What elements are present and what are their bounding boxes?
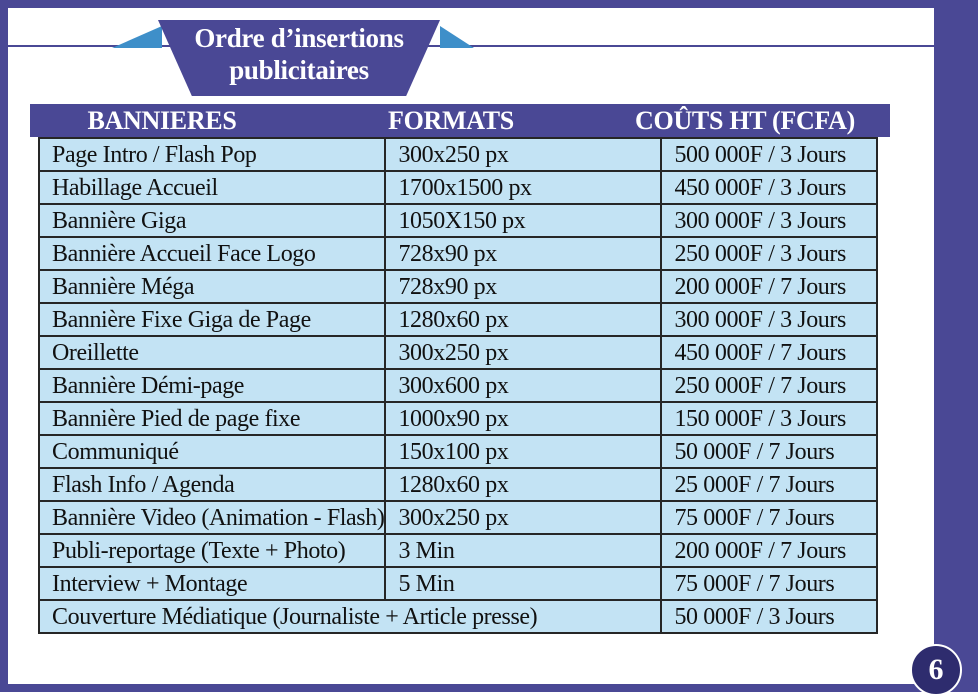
banniere-cell: Communiqué (39, 435, 385, 468)
frame-left-border (0, 0, 8, 692)
table-row (39, 369, 877, 402)
format-cell: 1700x1500 px (385, 171, 661, 204)
table-row (39, 567, 877, 600)
cout-cell: 500 000F / 3 Jours (661, 138, 877, 171)
banniere-cell: Bannière Fixe Giga de Page (39, 303, 385, 336)
title-line-1: Ordre d’insertions (194, 23, 404, 53)
banniere-cell: Bannière Démi-page (39, 369, 385, 402)
banniere-cell: Bannière Méga (39, 270, 385, 303)
table-row (39, 270, 877, 303)
banniere-cell: Oreillette (39, 336, 385, 369)
banniere-cell: Interview + Montage (39, 567, 385, 600)
cout-cell: 50 000F / 3 Jours (661, 600, 877, 633)
header-formats: FORMATS (388, 106, 514, 135)
cout-cell: 150 000F / 3 Jours (661, 402, 877, 435)
page-number-badge: 6 (910, 644, 962, 696)
table-row (39, 435, 877, 468)
cout-cell: 300 000F / 3 Jours (661, 204, 877, 237)
banniere-cell: Couverture Médiatique (Journaliste + Article presse) (39, 600, 661, 633)
table-row (39, 600, 877, 633)
banniere-cell: Bannière Pied de page fixe (39, 402, 385, 435)
table-row (39, 402, 877, 435)
table-row (39, 534, 877, 567)
frame-bottom-border (0, 684, 978, 692)
table-row (39, 501, 877, 534)
format-cell: 3 Min (385, 534, 661, 567)
format-cell: 728x90 px (385, 270, 661, 303)
table-row (39, 336, 877, 369)
cout-cell: 200 000F / 7 Jours (661, 534, 877, 567)
cout-cell: 250 000F / 3 Jours (661, 237, 877, 270)
banniere-cell: Bannière Accueil Face Logo (39, 237, 385, 270)
banniere-cell: Page Intro / Flash Pop (39, 138, 385, 171)
banniere-cell: Habillage Accueil (39, 171, 385, 204)
table-row (39, 468, 877, 501)
table-row (39, 204, 877, 237)
format-cell: 1000x90 px (385, 402, 661, 435)
banniere-cell: Publi-reportage (Texte + Photo) (39, 534, 385, 567)
cout-cell: 450 000F / 7 Jours (661, 336, 877, 369)
format-cell: 150x100 px (385, 435, 661, 468)
cout-cell: 50 000F / 7 Jours (661, 435, 877, 468)
cout-cell: 450 000F / 3 Jours (661, 171, 877, 204)
format-cell: 1280x60 px (385, 303, 661, 336)
cout-cell: 25 000F / 7 Jours (661, 468, 877, 501)
table-row (39, 171, 877, 204)
header-couts: COÛTS HT (FCFA) (635, 106, 855, 135)
cout-cell: 75 000F / 7 Jours (661, 501, 877, 534)
cout-cell: 200 000F / 7 Jours (661, 270, 877, 303)
table-row (39, 138, 877, 171)
pricing-table (38, 137, 878, 634)
banner-right-ribbon (440, 26, 474, 48)
format-cell: 1280x60 px (385, 468, 661, 501)
format-cell: 300x600 px (385, 369, 661, 402)
cout-cell: 300 000F / 3 Jours (661, 303, 877, 336)
title-line-2: publicitaires (229, 55, 369, 85)
format-cell: 5 Min (385, 567, 661, 600)
table-row (39, 303, 877, 336)
header-bannieres: BANNIERES (87, 106, 237, 135)
cout-cell: 75 000F / 7 Jours (661, 567, 877, 600)
format-cell: 300x250 px (385, 336, 661, 369)
banner-left-ribbon (112, 26, 162, 48)
format-cell: 1050X150 px (385, 204, 661, 237)
banniere-cell: Bannière Giga (39, 204, 385, 237)
frame-top-border (0, 0, 978, 8)
cout-cell: 250 000F / 7 Jours (661, 369, 877, 402)
table-row (39, 237, 877, 270)
pricing-table-body (39, 138, 877, 633)
format-cell: 728x90 px (385, 237, 661, 270)
format-cell: 300x250 px (385, 501, 661, 534)
format-cell: 300x250 px (385, 138, 661, 171)
banniere-cell: Bannière Video (Animation - Flash) (39, 501, 385, 534)
banniere-cell: Flash Info / Agenda (39, 468, 385, 501)
frame-right-band (934, 0, 978, 692)
page-title (158, 22, 440, 86)
